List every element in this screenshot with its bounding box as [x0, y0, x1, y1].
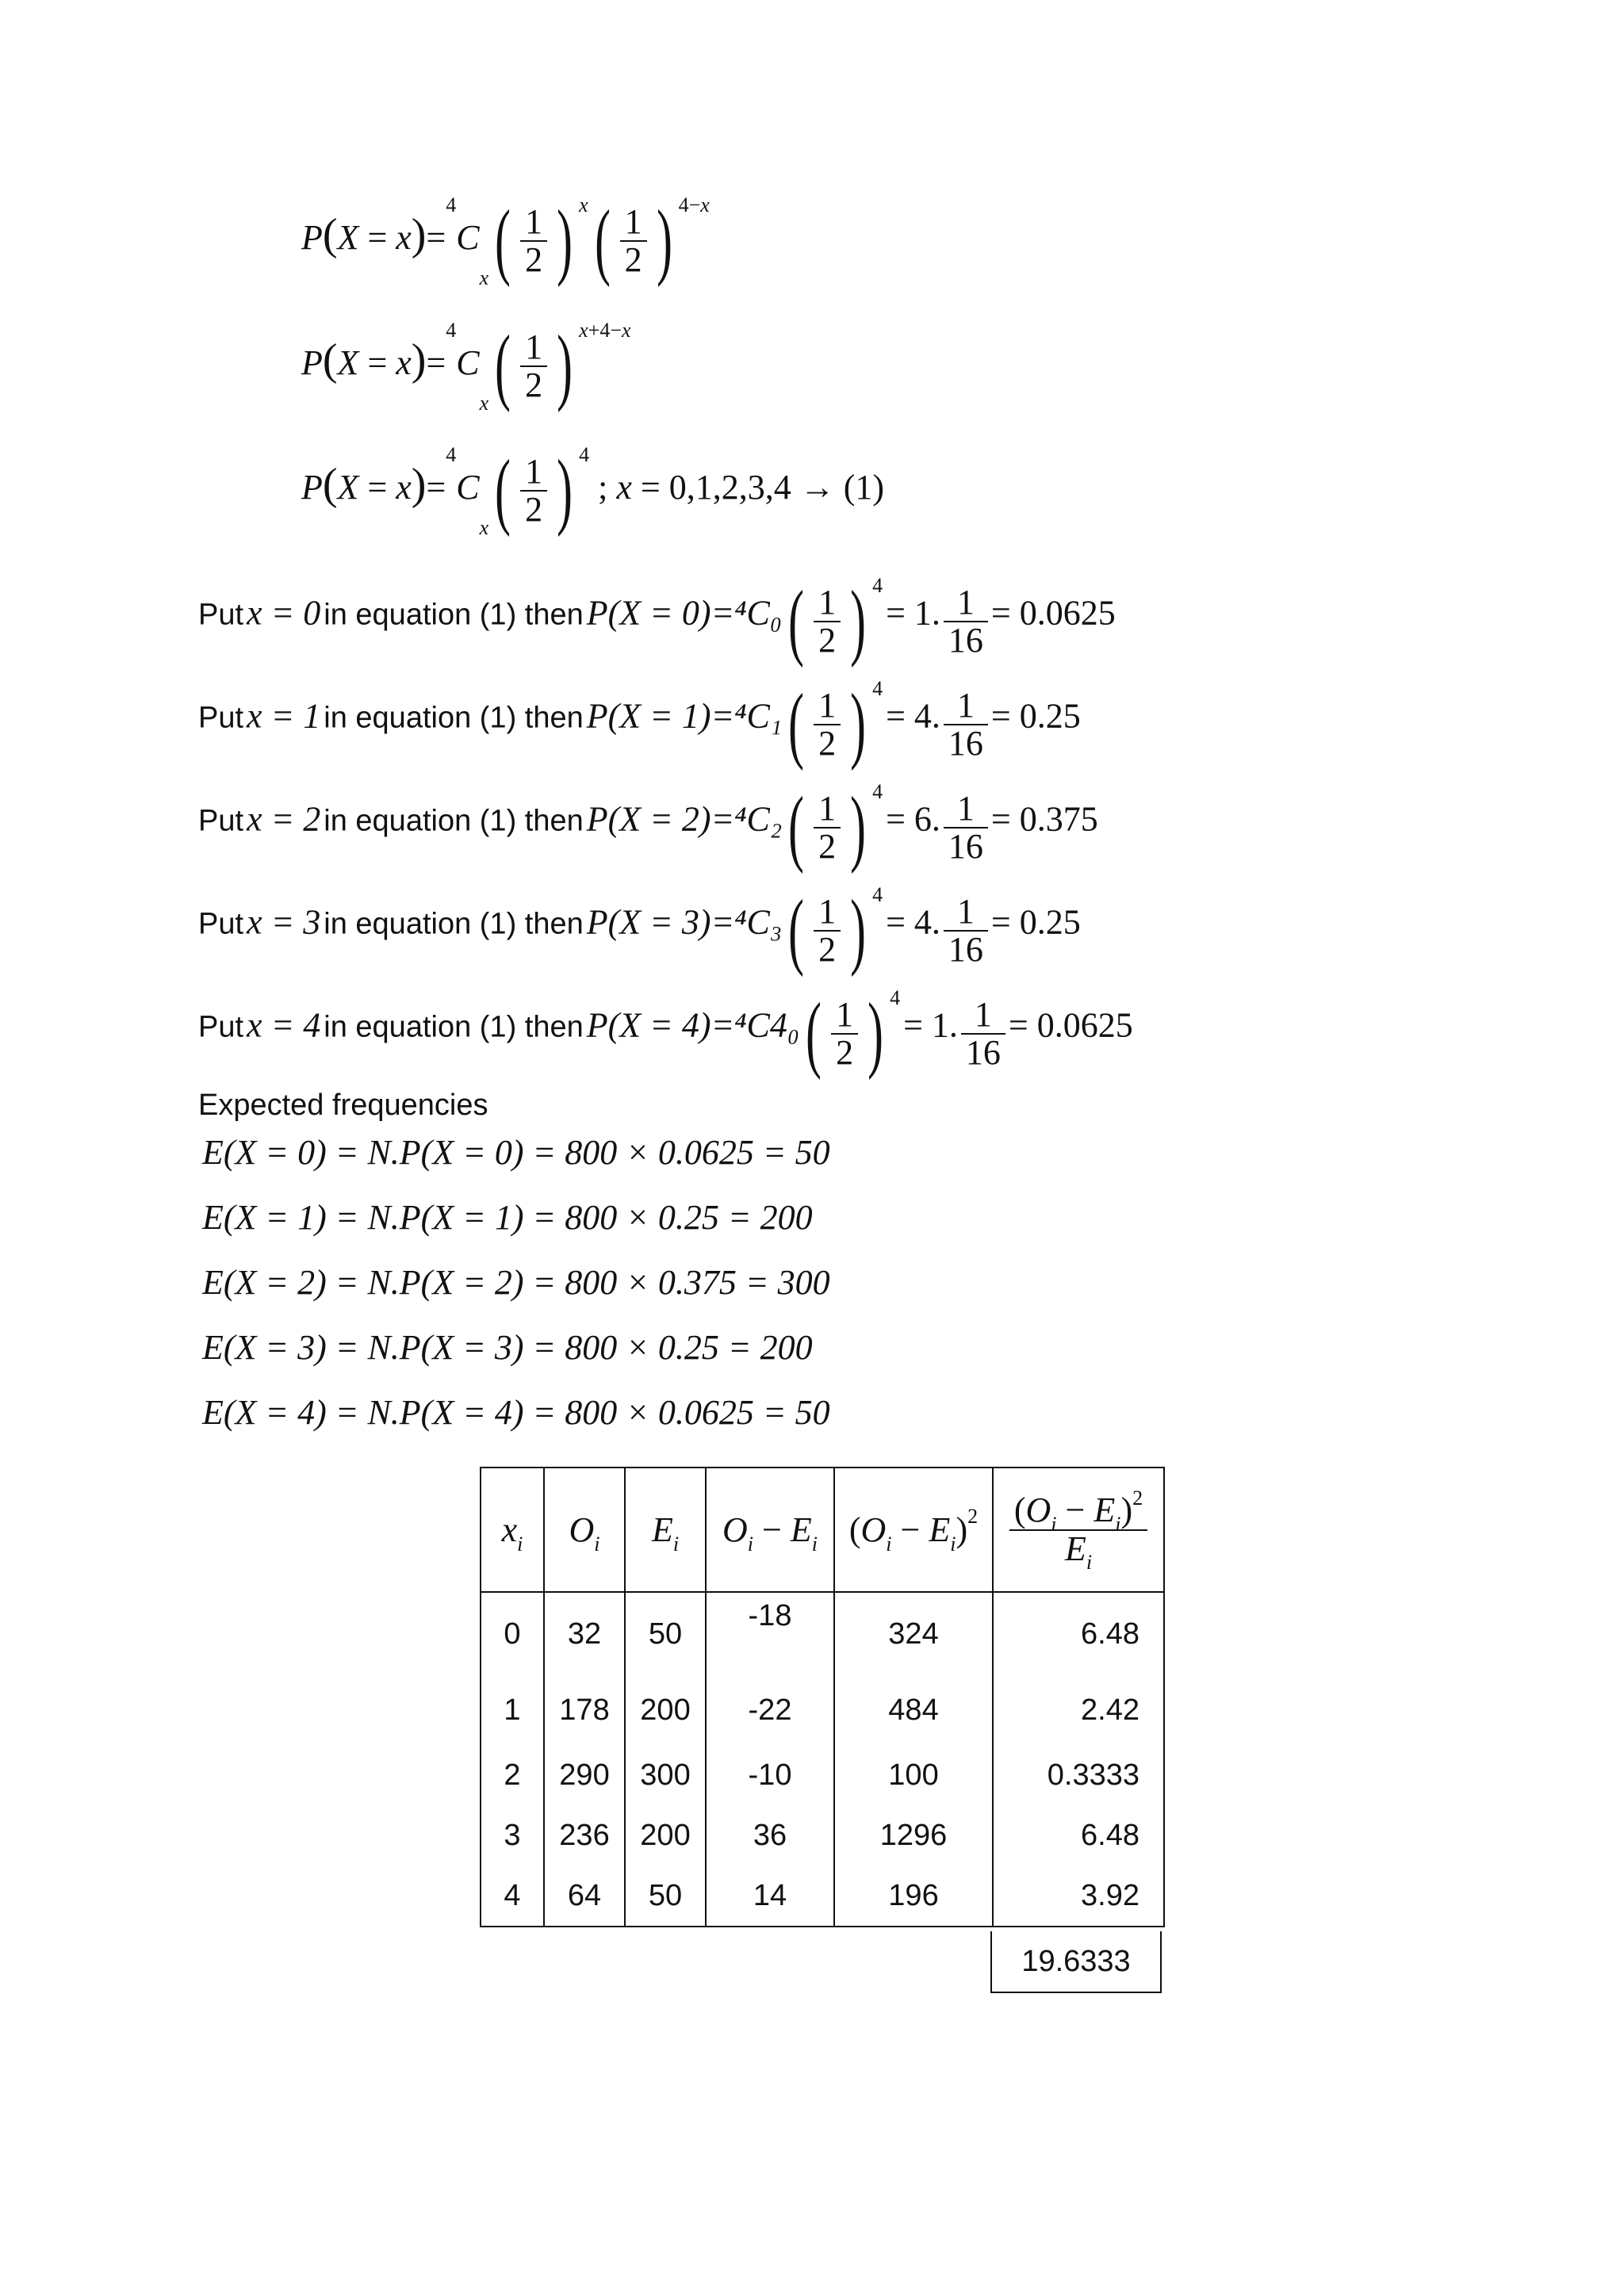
chi-square-total: 19.6333 [990, 1931, 1162, 1993]
put-coef: = 4. [886, 696, 940, 736]
table-cell: 6.48 [993, 1592, 1164, 1675]
table-row [481, 1805, 1164, 1866]
table-cell: 2 [481, 1745, 544, 1805]
table-cell: 6.48 [993, 1805, 1164, 1866]
put-prefix: Put [198, 907, 244, 941]
table-cell: 36 [706, 1805, 834, 1866]
put-lhs: P(X = 2)= [586, 799, 735, 839]
put-line: Put x = 4 in equation (1) then P(X = 4)=⁴C4₀( $\frac{1}{2}$ ) 4 = 1. $\frac{1}{16}$ = 0.0625 [198, 986, 1133, 1081]
table-header-row [481, 1468, 1164, 1592]
table-cell: 3.92 [993, 1866, 1164, 1927]
table-cell: 4 [481, 1866, 544, 1927]
table-cell: 3 [481, 1805, 544, 1866]
put-mid: in equation (1) then [324, 907, 584, 941]
table-row [481, 1866, 1164, 1927]
table-cell: 50 [625, 1866, 706, 1927]
put-result: = 0.25 [990, 696, 1081, 736]
table-cell: -18 [706, 1592, 834, 1675]
put-coef: = 1. [886, 593, 940, 633]
table-row [481, 1675, 1164, 1745]
put-line: Put x = 3 in equation (1) then P(X = 3)=⁴C₃( $\frac{1}{2}$ ) 4 = 4. $\frac{1}{16}$ = 0.25 [198, 883, 1081, 978]
header-diff-squared: $(Oi - Ei)^2$ [834, 1468, 993, 1592]
put-combination: ⁴C₀ [734, 593, 783, 633]
table-cell: 196 [834, 1866, 993, 1927]
put-var: x = 1 [247, 696, 321, 736]
table-cell: 484 [834, 1675, 993, 1745]
expected-line: E(X = 0) = N.P(X = 0) = 800 × 0.0625 = 50 [202, 1133, 830, 1172]
put-mid: in equation (1) then [324, 598, 584, 632]
table-cell: 100 [834, 1745, 993, 1805]
put-lhs: P(X = 0)= [586, 593, 735, 633]
table-cell: 300 [625, 1745, 706, 1805]
table-cell: 64 [544, 1866, 625, 1927]
table-cell: -22 [706, 1675, 834, 1745]
table-cell: 290 [544, 1745, 625, 1805]
table-row [481, 1745, 1164, 1805]
put-result: = 0.375 [990, 799, 1098, 839]
put-var: x = 0 [247, 593, 321, 633]
put-result: = 0.0625 [1008, 1005, 1133, 1045]
put-var: x = 4 [247, 1005, 321, 1045]
table-cell: 178 [544, 1675, 625, 1745]
header-x: xi [481, 1468, 544, 1592]
equation-line-3: P(X = x)=$^4$Cx( $\frac{1}{2}$ ) $^4$ ; x = 0,1,2,3,4 → (1) [301, 443, 885, 539]
table-cell: 1296 [834, 1805, 993, 1866]
equation-line-2: P(X = x)=$^4$Cx( $\frac{1}{2}$ ) $^{x+4-x}$ [301, 319, 631, 415]
table-cell: 32 [544, 1592, 625, 1675]
put-var: x = 2 [247, 799, 321, 839]
table-cell: 50 [625, 1592, 706, 1675]
chi-square-table [480, 1467, 1165, 1927]
put-prefix: Put [198, 701, 244, 735]
table-cell: 14 [706, 1866, 834, 1927]
expected-line: E(X = 4) = N.P(X = 4) = 800 × 0.0625 = 50 [202, 1393, 830, 1432]
table-cell: 200 [625, 1675, 706, 1745]
put-combination: ⁴C4₀ [734, 1005, 800, 1045]
put-var: x = 3 [247, 902, 321, 942]
put-prefix: Put [198, 804, 244, 838]
put-mid: in equation (1) then [324, 1010, 584, 1044]
table-cell: 2.42 [993, 1675, 1164, 1745]
expected-line: E(X = 2) = N.P(X = 2) = 800 × 0.375 = 300 [202, 1263, 830, 1302]
put-combination: ⁴C₂ [734, 799, 783, 839]
header-chi-term: $\frac{(Oi - Ei)^2}{Ei}$ [993, 1468, 1164, 1592]
put-combination: ⁴C₃ [734, 902, 783, 942]
header-observed: Oi [544, 1468, 625, 1592]
header-difference: Oi − Ei [706, 1468, 834, 1592]
put-result: = 0.0625 [990, 593, 1116, 633]
table-cell: 324 [834, 1592, 993, 1675]
put-lhs: P(X = 4)= [586, 1005, 735, 1045]
put-lhs: P(X = 3)= [586, 902, 735, 942]
table-cell: 236 [544, 1805, 625, 1866]
put-line: Put x = 0 in equation (1) then P(X = 0)=⁴C₀( $\frac{1}{2}$ ) 4 = 1. $\frac{1}{16}$ = 0.0625 [198, 574, 1116, 668]
table-cell: 0.3333 [993, 1745, 1164, 1805]
table-cell: -10 [706, 1745, 834, 1805]
equation-line-1: P(X = x)=$^4$Cx( $\frac{1}{2}$ ) $^x$( $\frac{1}{2}$ ) $^{4-x}$ [301, 193, 710, 289]
header-expected: Ei [625, 1468, 706, 1592]
put-result: = 0.25 [990, 902, 1081, 942]
put-lhs: P(X = 1)= [586, 696, 735, 736]
expected-line: E(X = 3) = N.P(X = 3) = 800 × 0.25 = 200 [202, 1328, 813, 1367]
table-cell: 0 [481, 1592, 544, 1675]
expected-line: E(X = 1) = N.P(X = 1) = 800 × 0.25 = 200 [202, 1198, 813, 1237]
put-combination: ⁴C₁ [734, 696, 783, 736]
put-prefix: Put [198, 1010, 244, 1044]
table-cell: 200 [625, 1805, 706, 1866]
put-coef: = 1. [903, 1005, 958, 1045]
put-mid: in equation (1) then [324, 804, 584, 838]
expected-heading: Expected frequencies [198, 1089, 488, 1122]
table-row [481, 1592, 1164, 1675]
put-coef: = 6. [886, 799, 940, 839]
put-mid: in equation (1) then [324, 701, 584, 735]
put-line: Put x = 1 in equation (1) then P(X = 1)=⁴C₁( $\frac{1}{2}$ ) 4 = 4. $\frac{1}{16}$ = 0.25 [198, 677, 1081, 771]
put-prefix: Put [198, 598, 244, 632]
put-coef: = 4. [886, 902, 940, 942]
put-line: Put x = 2 in equation (1) then P(X = 2)=⁴C₂( $\frac{1}{2}$ ) 4 = 6. $\frac{1}{16}$ = 0.375 [198, 780, 1098, 874]
table-cell: 1 [481, 1675, 544, 1745]
